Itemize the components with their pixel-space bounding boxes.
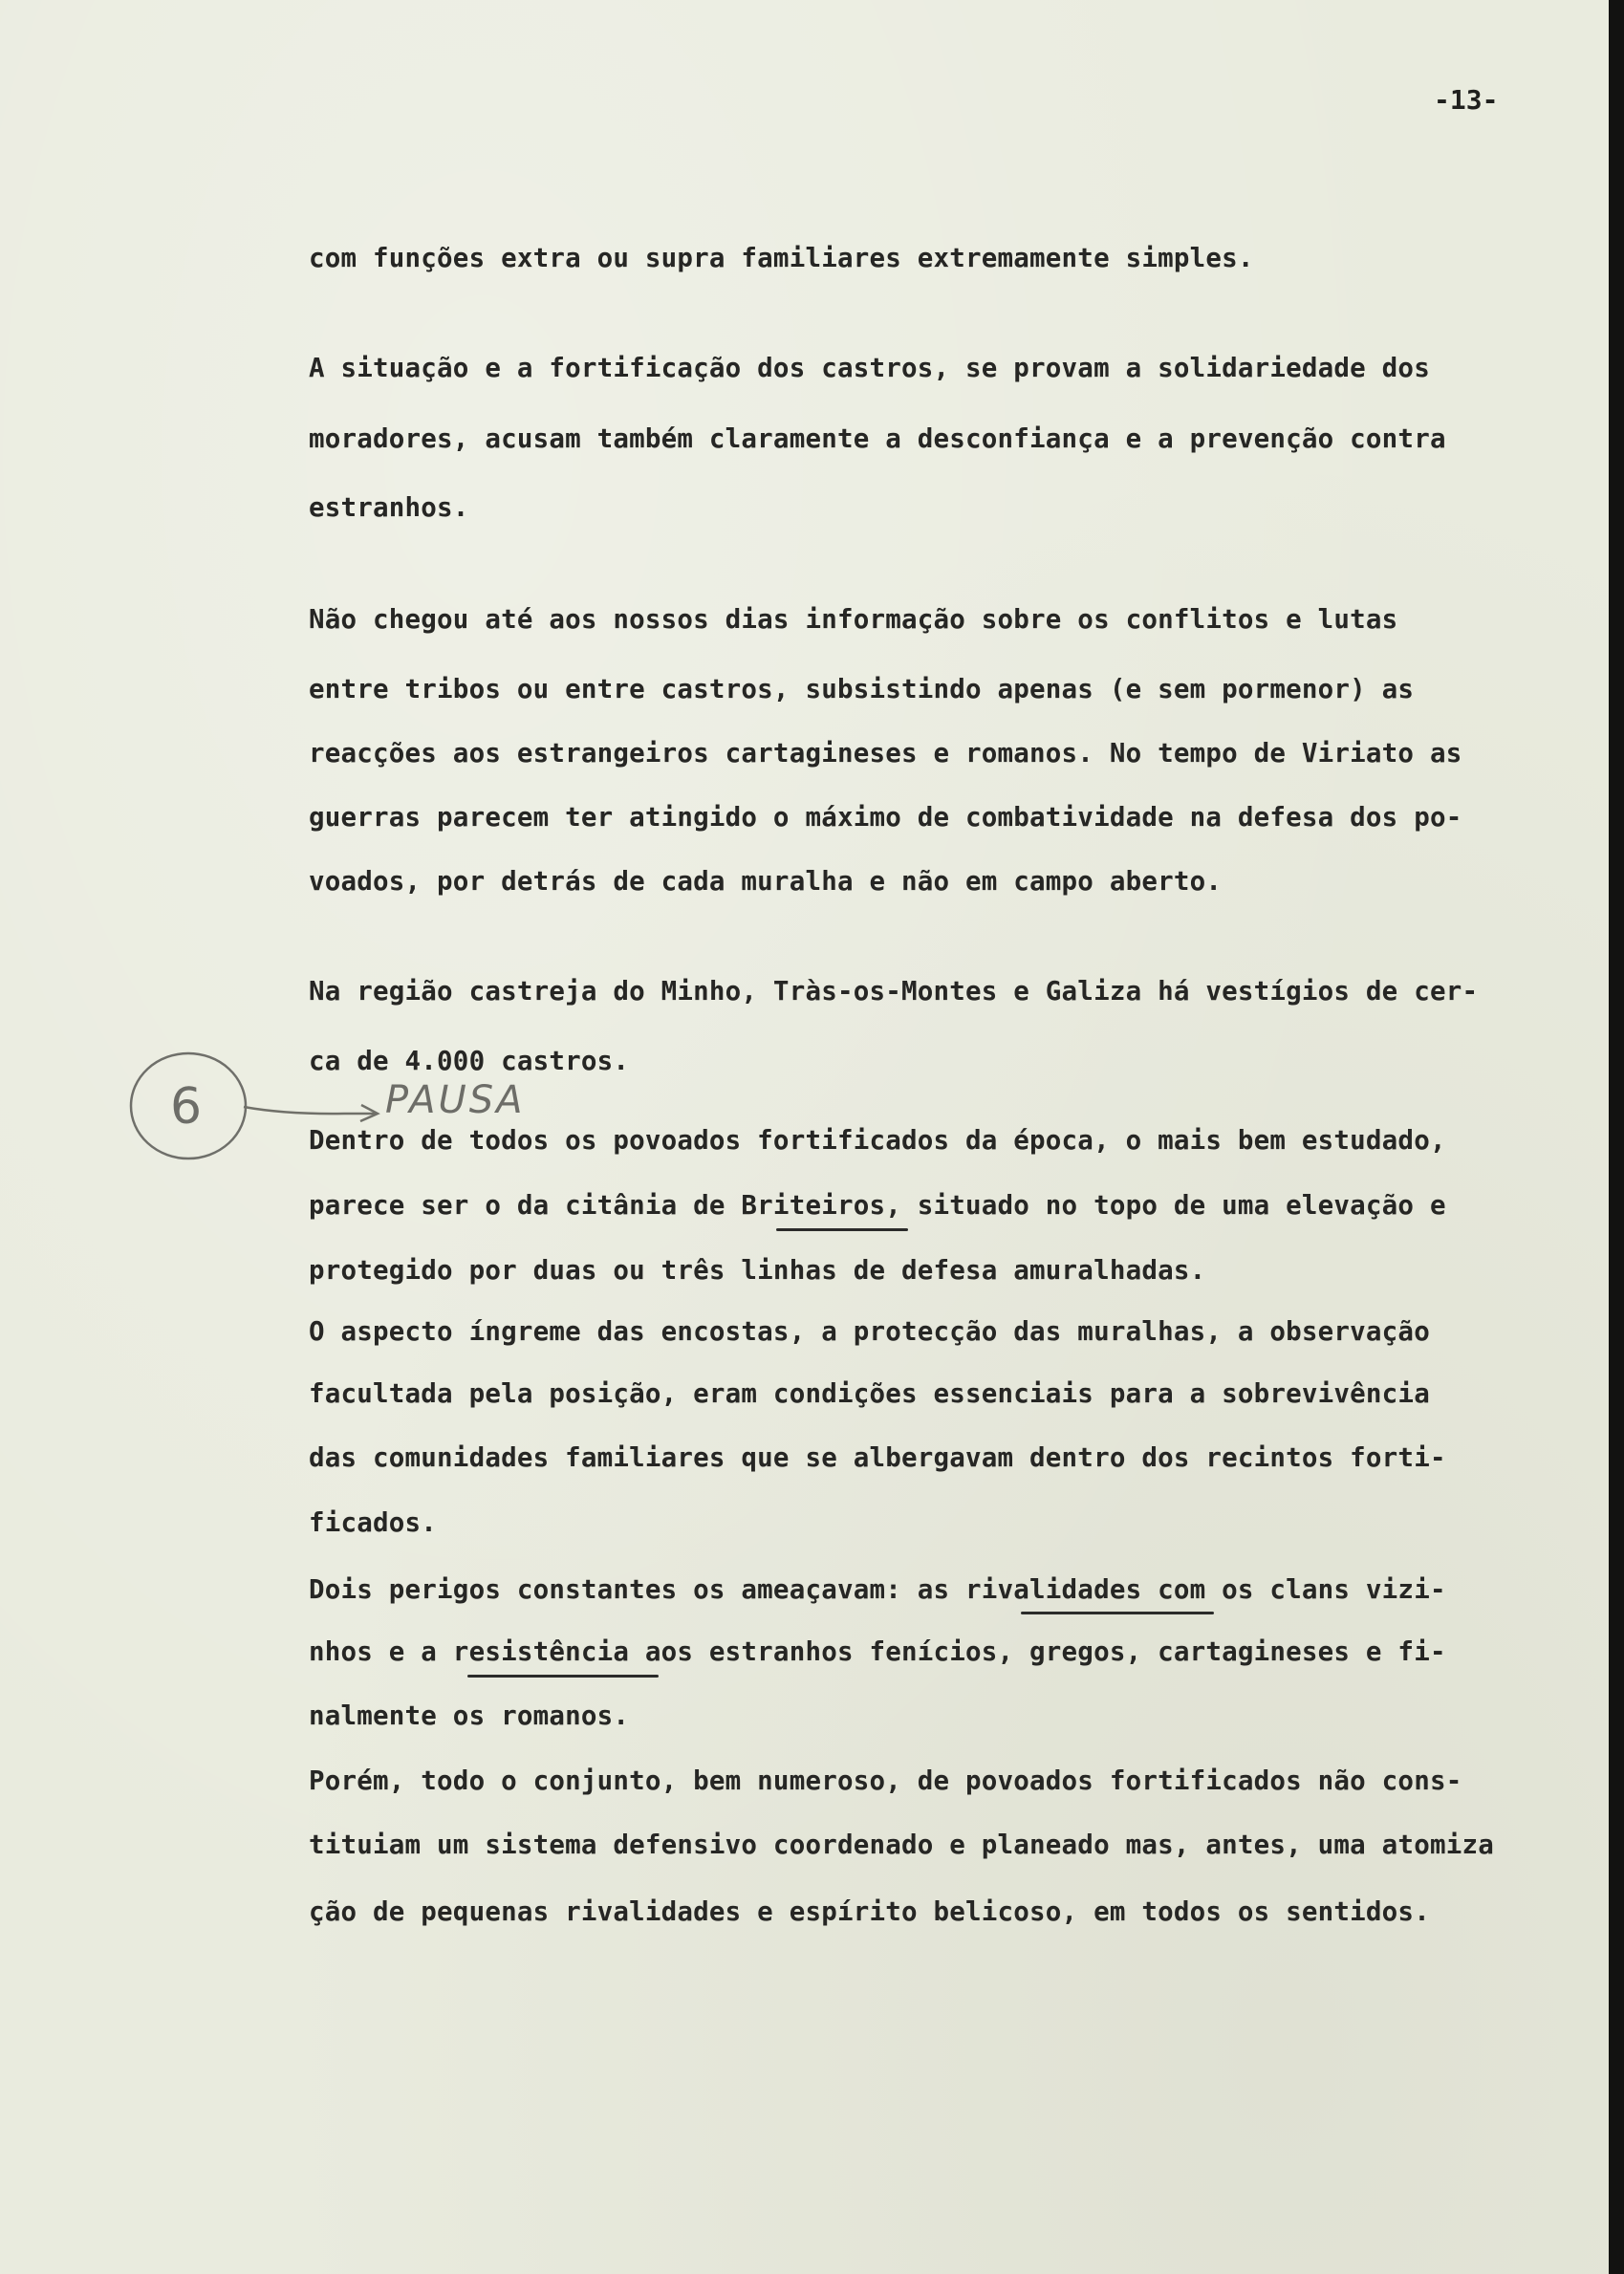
page-number: -13-: [1434, 84, 1499, 116]
text-line: protegido por duas ou três linhas de defesa amuralhadas.: [309, 1255, 1206, 1286]
text-line: tituiam um sistema defensivo coordenado e planeado mas, antes, uma atomiza: [309, 1830, 1494, 1860]
text-line: Dentro de todos os povoados fortificados da época, o mais bem estudado,: [309, 1125, 1446, 1156]
text-line: entre tribos ou entre castros, subsistindo apenas (e sem pormenor) as: [309, 674, 1415, 704]
text-line: Dois perigos constantes os ameaçavam: as rivalidades com os clans vizi-: [309, 1574, 1446, 1605]
text-line: estranhos.: [309, 492, 469, 523]
text-line: nhos e a resistência aos estranhos fenícios, gregos, cartagineses e fi-: [309, 1636, 1446, 1667]
text-line: voados, por detrás de cada muralha e não em campo aberto.: [309, 866, 1223, 897]
text-line: ção de pequenas rivalidades e espírito belicoso, em todos os sentidos.: [309, 1896, 1430, 1927]
briteiros-underline: [776, 1228, 908, 1231]
text-line: facultada pela posição, eram condições essenciais para a sobrevivência: [309, 1378, 1430, 1409]
text-line: parece ser o da citânia de Briteiros, situado no topo de uma elevação e: [309, 1190, 1446, 1221]
scan-border: [1609, 0, 1624, 2274]
text-line: O aspecto íngreme das encostas, a protecção das muralhas, a observação: [309, 1316, 1430, 1347]
text-line: Não chegou até aos nossos dias informação sobre os conflitos e lutas: [309, 604, 1398, 635]
text-line: ca de 4.000 castros.: [309, 1046, 630, 1076]
text-line: das comunidades familiares que se albergavam dentro dos recintos forti-: [309, 1442, 1446, 1473]
text-line: reacções aos estrangeiros cartagineses e romanos. No tempo de Viriato as: [309, 738, 1462, 769]
margin-note: PAUSA: [385, 1078, 526, 1122]
text-line: moradores, acusam também claramente a desconfiança e a prevenção contra: [309, 423, 1446, 454]
text-line: Porém, todo o conjunto, bem numeroso, de povoados fortificados não cons-: [309, 1765, 1462, 1796]
text-line: guerras parecem ter atingido o máximo de combatividade na defesa dos po-: [309, 802, 1462, 833]
resistencia-underline: [467, 1675, 659, 1678]
text-line: ficados.: [309, 1507, 438, 1538]
text-line: Na região castreja do Minho, Tràs-os-Montes e Galiza há vestígios de cer-: [309, 976, 1479, 1007]
text-line: com funções extra ou supra familiares extremamente simples.: [309, 243, 1254, 273]
text-line: A situação e a fortificação dos castros, se provam a solidariedade dos: [309, 353, 1430, 383]
text-line: nalmente os romanos.: [309, 1700, 630, 1731]
circled-number: 6: [170, 1078, 203, 1136]
rivalidades-underline: [1021, 1612, 1214, 1614]
